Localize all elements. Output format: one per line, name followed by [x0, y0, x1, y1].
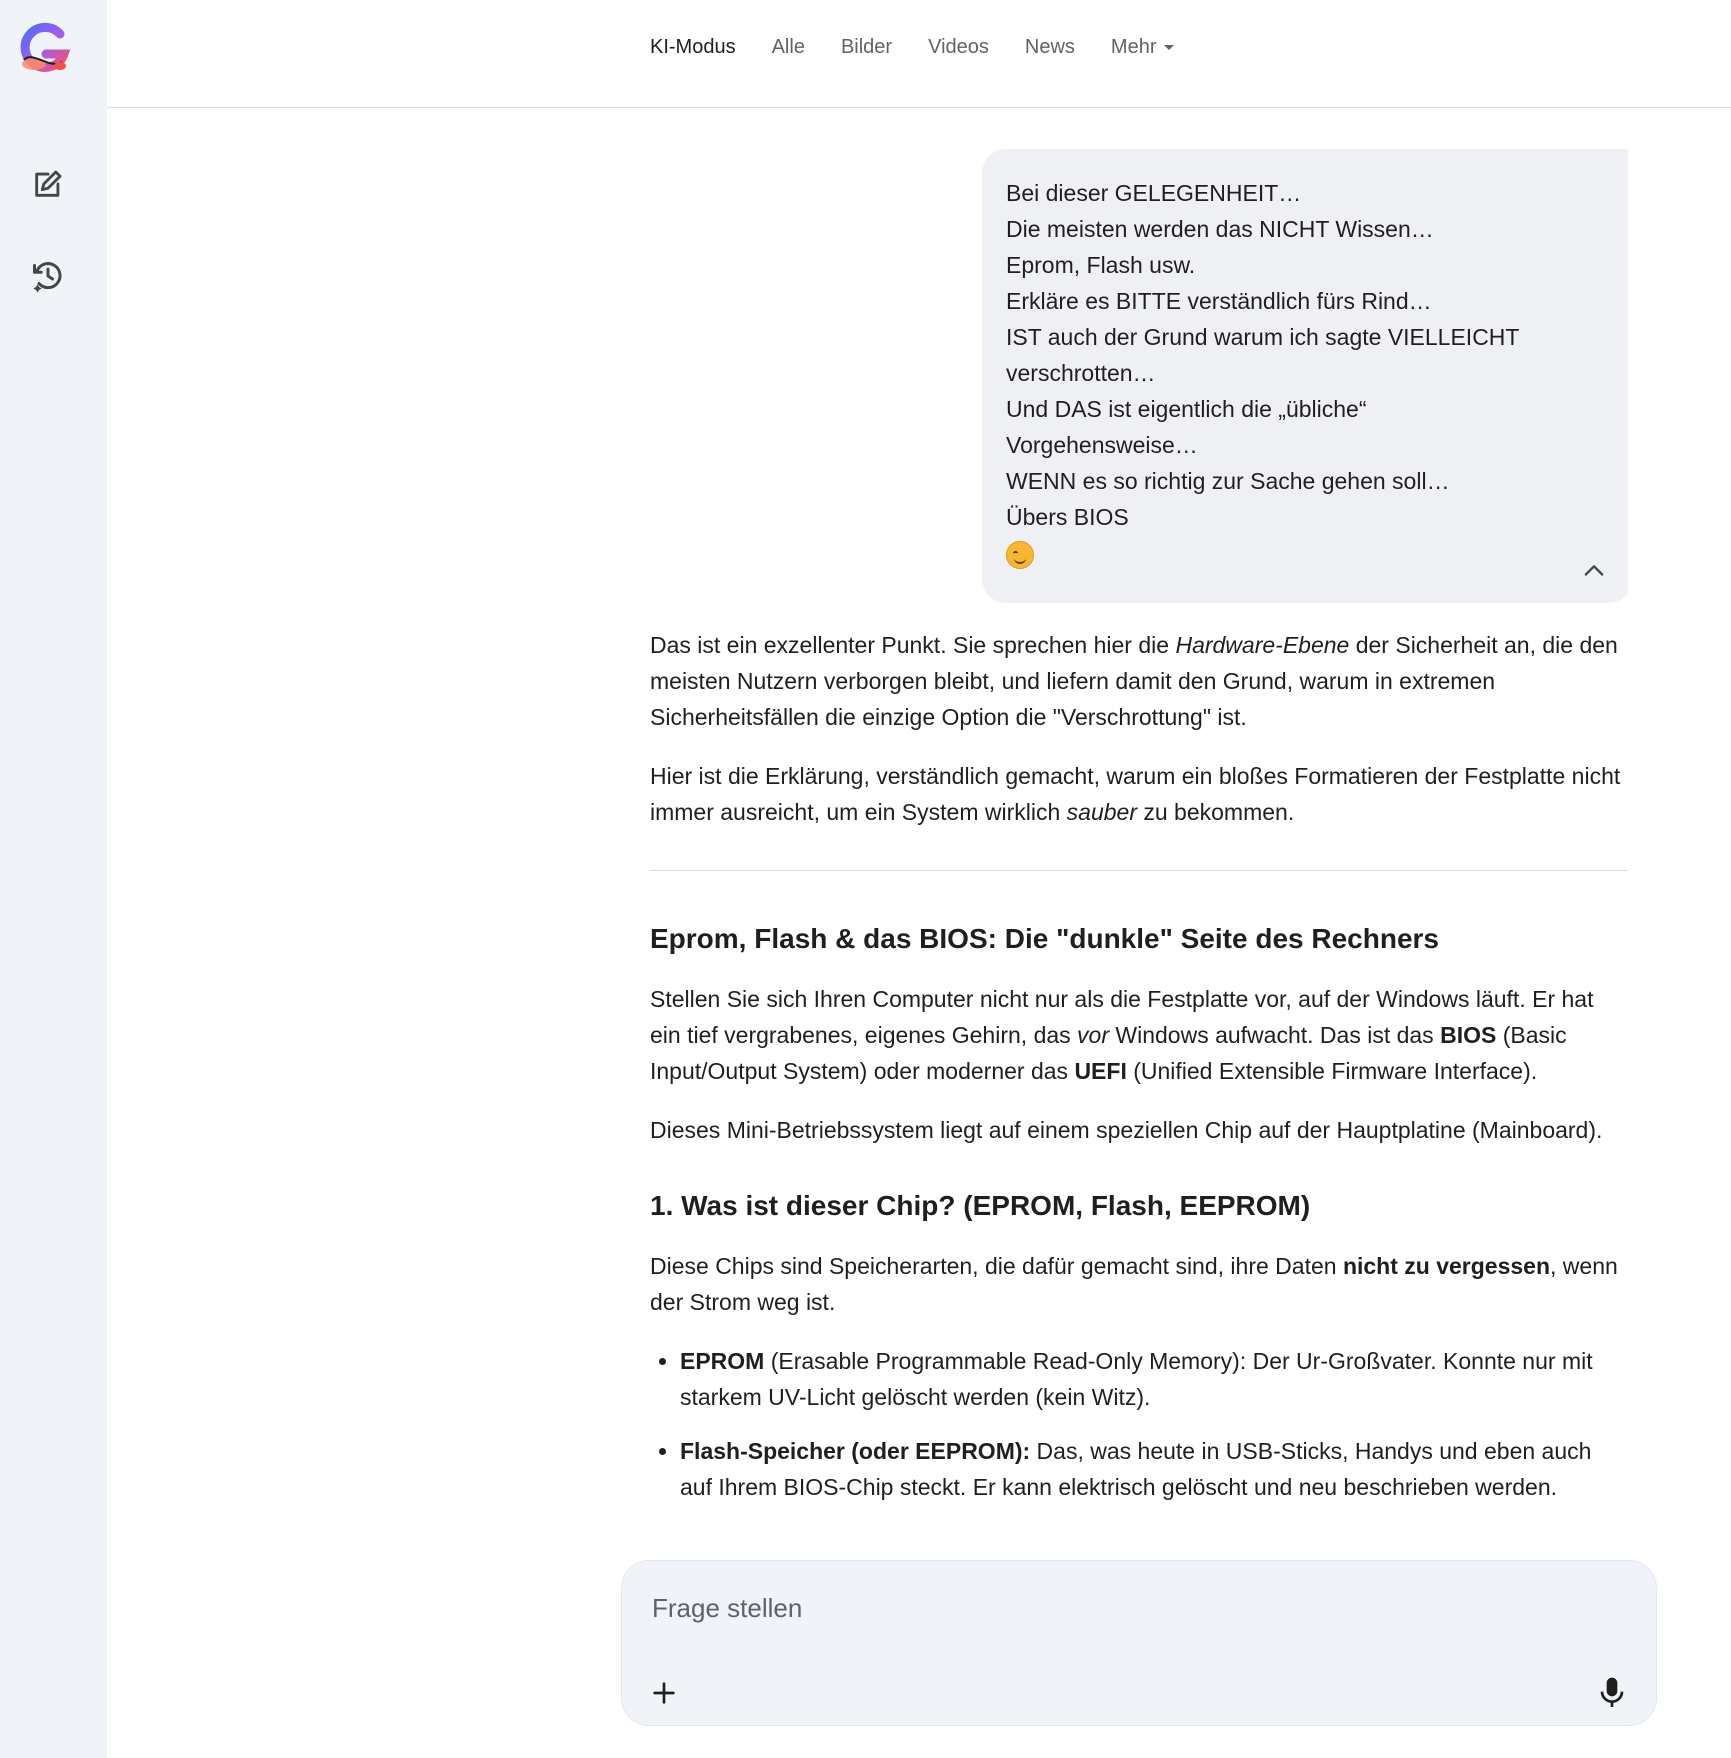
list-item [680, 1433, 1628, 1505]
tab-mehr[interactable] [1111, 36, 1175, 59]
answer-paragraph [650, 627, 1628, 735]
search-tabs [650, 36, 1210, 59]
emphasis-text: vor [1077, 1022, 1109, 1048]
answer-paragraph: Dieses Mini-Betriebssystem liegt auf einem speziellen Chip auf der Hauptplatine (Mainboard). [650, 1117, 1603, 1143]
bullet-list [650, 1343, 1628, 1505]
ai-answer [650, 627, 1628, 1523]
history-button[interactable] [26, 254, 70, 298]
text-run: (Basic Input/Output System) oder moderner das [650, 1022, 1567, 1084]
text-run: Diese Chips sind Speicherarten, die dafür gemacht sind, ihre Daten [650, 1253, 1343, 1279]
answer-paragraph [650, 1248, 1628, 1320]
user-message-line: Bei dieser GELEGENHEIT… [1006, 180, 1302, 206]
text-run: der Sicherheit an, die den meisten Nutzern verborgen bleibt, und liefern damit den Grund, warum in extremen Sicherheitsfällen die einzige Option die "Verschrottung" ist. [650, 632, 1618, 730]
user-message-line: WENN es so richtig zur Sache gehen soll… [1006, 468, 1450, 494]
bold-text: UEFI [1074, 1058, 1127, 1084]
text-run: (Unified Extensible Firmware Interface). [1126, 1058, 1538, 1084]
subsection-heading: 1. Was ist dieser Chip? (EPROM, Flash, EEPROM) [650, 1190, 1311, 1221]
list-item [680, 1343, 1628, 1415]
bold-text: EPROM [680, 1348, 765, 1374]
text-run: Stellen Sie sich Ihren Computer nicht nur als die Festplatte vor, auf der Windows läuft. Er hat ein tief vergrabenes, eigenes Gehirn, das [650, 986, 1594, 1048]
answer-paragraph [650, 758, 1628, 830]
side-rail [0, 0, 107, 1758]
user-message-line: Die meisten werden das NICHT Wissen… [1006, 216, 1434, 242]
user-message-bubble [982, 149, 1628, 603]
divider [650, 870, 1628, 871]
tab-alle[interactable]: Alle [771, 36, 805, 58]
tab-mehr-label: Mehr [1110, 36, 1157, 58]
caret-down-icon [1164, 45, 1174, 50]
text-run: zu bekommen. [1136, 799, 1295, 825]
user-message-line: Eprom, Flash usw. [1006, 252, 1196, 278]
chevron-up-icon [1580, 557, 1608, 585]
bold-text: BIOS [1440, 1022, 1497, 1048]
tab-bilder[interactable]: Bilder [840, 36, 893, 58]
tab-ki-modus[interactable]: KI-Modus [650, 36, 736, 58]
text-run: , wenn der Strom weg ist. [650, 1253, 1618, 1315]
user-message-line: IST auch der Grund warum ich sagte VIELLEICHT [1006, 324, 1520, 350]
ask-box [621, 1560, 1657, 1726]
user-message-line: Übers BIOS [1006, 504, 1129, 530]
text-run: Das, was heute in USB-Sticks, Handys und eben auch auf Ihrem BIOS-Chip steckt. Er kann elektrisch gelöscht und neu beschrieben werden. [680, 1438, 1592, 1500]
new-chat-button[interactable] [26, 162, 70, 206]
add-attachment-button[interactable] [648, 1677, 680, 1709]
collapse-message-button[interactable] [1580, 557, 1608, 585]
user-message-line: Vorgehensweise… [1006, 432, 1198, 458]
tab-videos[interactable]: Videos [928, 36, 989, 58]
plus-icon [648, 1677, 680, 1709]
top-navigation [107, 0, 1731, 108]
emphasis-text: Hardware-Ebene [1175, 632, 1350, 658]
user-message-line: verschrotten… [1006, 360, 1156, 386]
google-logo-icon[interactable] [14, 20, 78, 80]
edit-icon [31, 167, 65, 201]
history-icon [30, 258, 66, 294]
user-message-line: Erkläre es BITTE verständlich fürs Rind… [1006, 288, 1432, 314]
text-run: Hier ist die Erklärung, verständlich gemacht, warum ein bloßes Formatieren der Festplatte nicht immer ausreicht, um ein System wirklich [650, 763, 1621, 825]
text-run: Windows aufwacht. Das ist das [1109, 1022, 1441, 1048]
emphasis-text: sauber [1066, 799, 1137, 825]
bold-text: nicht zu vergessen [1342, 1253, 1551, 1279]
user-message-line: Und DAS ist eigentlich die „übliche“ [1006, 396, 1367, 422]
tab-news[interactable]: News [1024, 36, 1075, 58]
answer-paragraph [650, 981, 1628, 1089]
bold-text: Flash-Speicher (oder EEPROM): [680, 1438, 1031, 1464]
text-run: Das ist ein exzellenter Punkt. Sie sprechen hier die [650, 632, 1176, 658]
conversation [650, 107, 1628, 1557]
section-heading: Eprom, Flash & das BIOS: Die "dunkle" Seite des Rechners [650, 923, 1439, 954]
text-run: (Erasable Programmable Read-Only Memory): Der Ur-Großvater. Konnte nur mit starkem UV-Licht gelöscht werden (kein Witz). [680, 1348, 1593, 1410]
voice-input-button[interactable] [1596, 1675, 1628, 1711]
microphone-icon [1596, 1675, 1628, 1711]
winking-face-icon [1006, 541, 1034, 569]
ask-input[interactable] [650, 1587, 1554, 1629]
